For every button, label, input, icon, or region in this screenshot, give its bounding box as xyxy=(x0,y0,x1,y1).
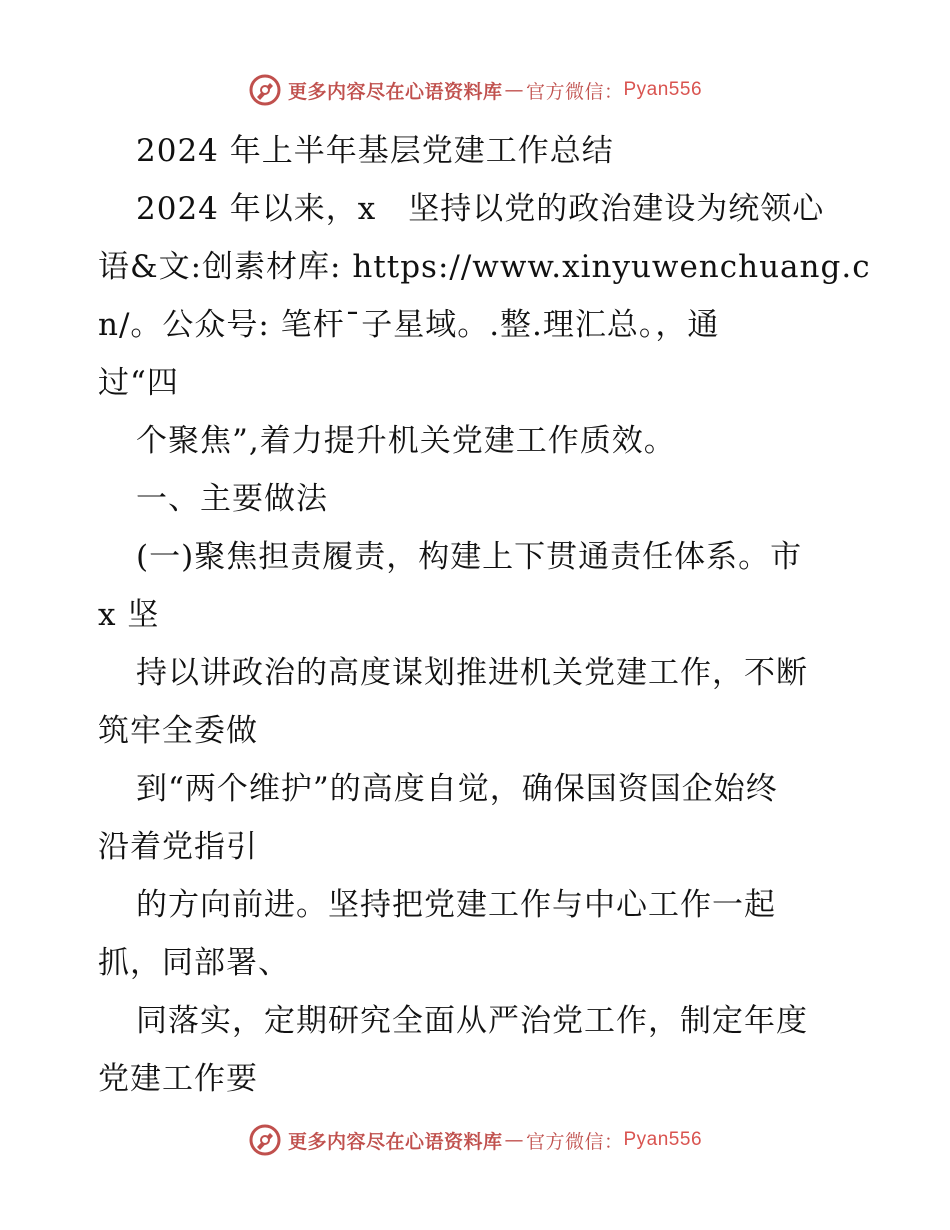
document-title: 2024 年上半年基层党建工作总结 xyxy=(136,133,614,169)
paragraph-line: 个聚焦”,着力提升机关党建工作质效。 xyxy=(136,423,676,459)
paragraph-line: 到“两个维护”的高度自觉，确保国资国企始终 xyxy=(136,771,778,807)
paragraph-line: 党建工作要 xyxy=(98,1061,258,1097)
banner-account: Pyan556 xyxy=(623,1129,703,1150)
paragraph-line: 同落实，定期研究全面从严治党工作，制定年度 xyxy=(136,1003,808,1039)
paragraph-line: x 坚 xyxy=(98,597,160,633)
subsection-heading: (一)聚焦担责履责，构建上下贯通责任体系。市 xyxy=(136,539,803,575)
footer-banner xyxy=(0,1120,950,1160)
pen-logo-icon xyxy=(248,1123,282,1157)
banner-separator: — xyxy=(504,79,524,101)
paragraph-line: 持以讲政治的高度谋划推进机关党建工作，不断 xyxy=(136,655,808,691)
banner-separator: — xyxy=(504,1129,524,1151)
paragraph-line: 语&文:创素材库: https://www.xinyuwenchuang.c xyxy=(98,249,871,285)
banner-wechat-label: 官方微信： xyxy=(525,1130,624,1153)
paragraph-line: 筑牢全委做 xyxy=(98,713,258,749)
header-banner xyxy=(0,70,950,110)
paragraph-line: n/。公众号: 笔杆¯子星域。.整.理汇总。，通 xyxy=(98,307,720,343)
document-body xyxy=(98,122,871,1108)
banner-main-text: 更多内容尽在心语资料库 xyxy=(287,1130,503,1153)
pen-logo-icon xyxy=(248,73,282,107)
banner-main-text: 更多内容尽在心语资料库 xyxy=(287,80,503,103)
banner-wechat-label: 官方微信： xyxy=(525,80,624,103)
banner-account: Pyan556 xyxy=(623,79,703,100)
paragraph-line: 抓，同部署、 xyxy=(98,945,290,981)
section-heading: 一、主要做法 xyxy=(136,481,328,517)
paragraph-line: 2024 年以来，x 坚持以党的政治建设为统领心 xyxy=(136,191,825,227)
paragraph-line: 沿着党指引 xyxy=(98,829,258,865)
paragraph-line: 的方向前进。坚持把党建工作与中心工作一起 xyxy=(136,887,776,923)
paragraph-line: 过“四 xyxy=(98,365,179,401)
